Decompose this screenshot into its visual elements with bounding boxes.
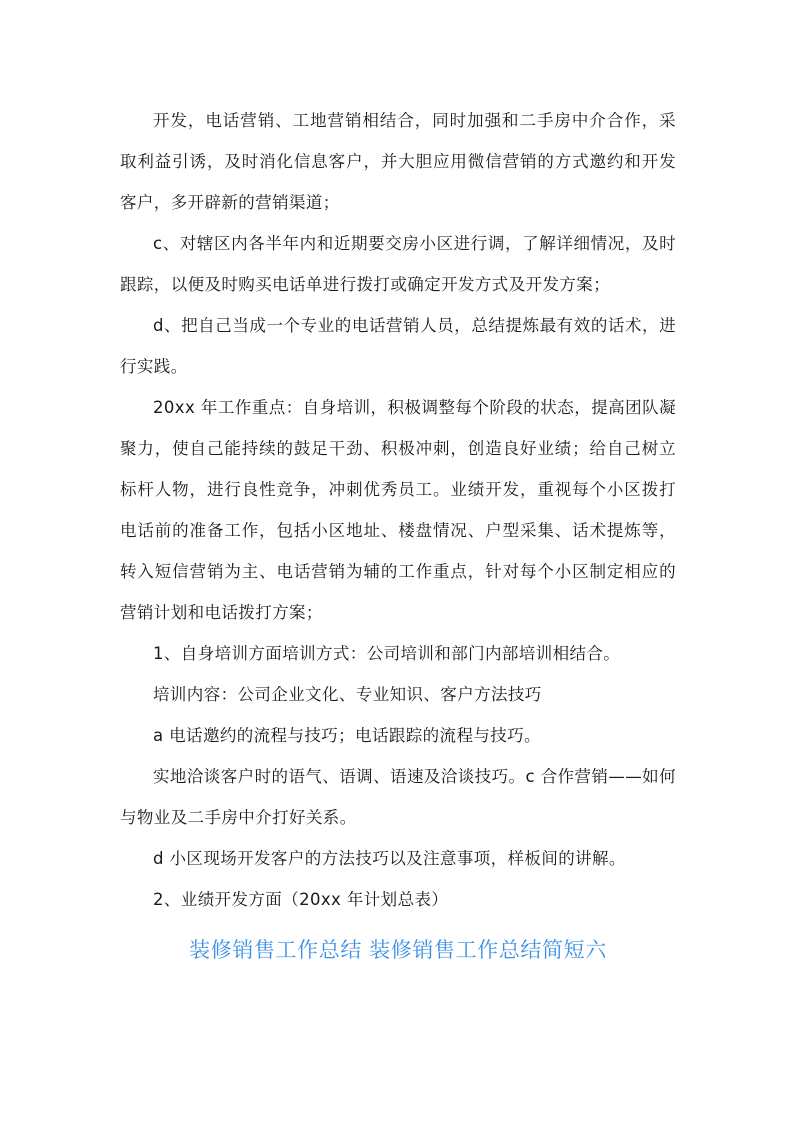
document-body — [120, 100, 676, 920]
paragraph: 培训内容：公司企业文化、专业知识、客户方法技巧 — [153, 685, 542, 704]
paragraph: d、把自己当成一个专业的电话营销人员，总结提炼最有效的话术，进行实践。 — [120, 316, 676, 376]
paragraph: c、对辖区内各半年内和近期要交房小区进行调，了解详细情况，及时跟踪，以便及时购买电话单进行拨打或确定开发方式及开发方案； — [120, 234, 676, 294]
paragraph: 1、自身培训方面培训方式：公司培训和部门内部培训相结合。 — [153, 644, 621, 663]
paragraph: 20xx 年工作重点：自身培训，积极调整每个阶段的状态，提高团队凝聚力，使自己能持续的鼓足干劲、积极冲刺，创造良好业绩；给自己树立标杆人物，进行良性竞争，冲刺优秀员工。业绩开发，重视每个小区拨打电话前的准备工作，包括小区地址、楼盘情况、户型采集、话术提炼等，转入短信营销为主、电话营销为辅的工作重点，针对每个小区制定相应的营销计划和电话拨打方案； — [120, 398, 676, 622]
paragraph: d 小区现场开发客户的方法技巧以及注意事项，样板间的讲解。 — [153, 849, 626, 868]
paragraph: 开发，电话营销、工地营销相结合，同时加强和二手房中介合作，采取利益引诱，及时消化信息客户，并大胆应用微信营销的方式邀约和开发客户，多开辟新的营销渠道； — [120, 111, 676, 212]
paragraph: 2、业绩开发方面（20xx 年计划总表） — [153, 890, 449, 909]
related-article-title[interactable]: 装修销售工作总结 装修销售工作总结简短六 — [189, 938, 607, 962]
paragraph: a 电话邀约的流程与技巧；电话跟踪的流程与技巧。 — [153, 726, 541, 745]
paragraph: 实地洽谈客户时的语气、语调、语速及洽谈技巧。c 合作营销——如何与物业及二手房中介打好关系。 — [120, 767, 676, 827]
